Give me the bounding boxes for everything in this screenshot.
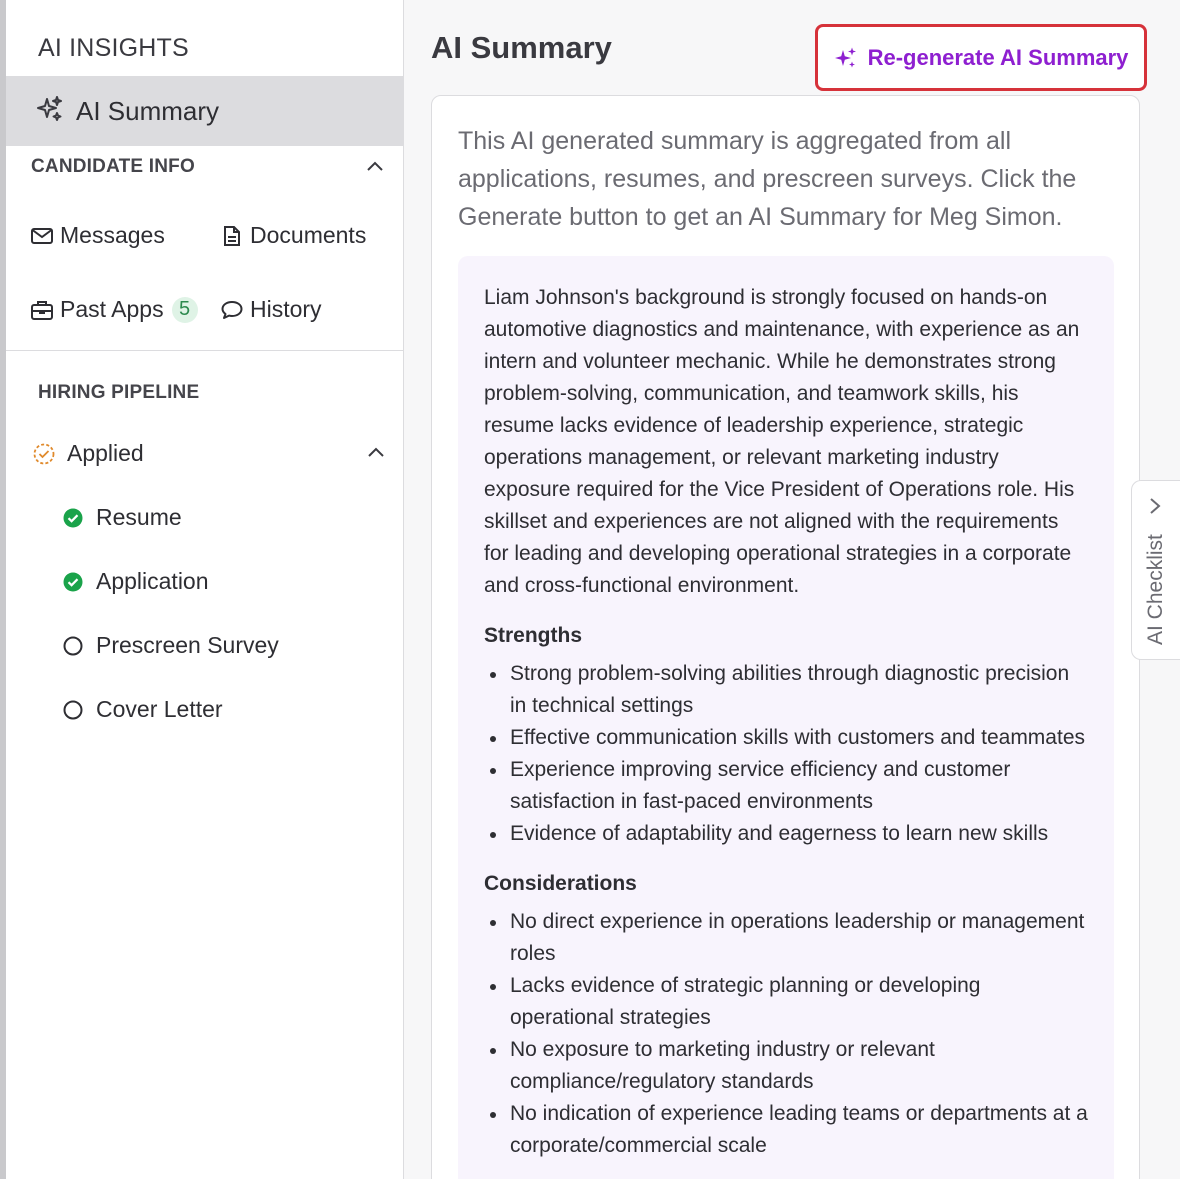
documents-label: Documents [250,222,367,248]
sidebar-item-ai-summary[interactable] [6,76,404,146]
past-apps-label: Past Apps [60,296,164,322]
sidebar-divider [6,350,404,351]
empty-circle-icon [62,699,84,721]
list-item: Lacks evidence of strategic planning or developing operational strategies [484,970,1088,1034]
pipeline-stage-label: Applied [67,440,144,466]
pipeline-step-prescreen-survey[interactable] [62,632,279,659]
strengths-list [484,658,1088,850]
past-apps-count-badge: 5 [172,297,198,323]
list-item: No indication of experience leading teams or departments at a corporate/commercial scale [484,1098,1088,1162]
list-item: Experience improving service efficiency and customer satisfaction in fast-paced environments [484,754,1088,818]
sidebar-item-label: AI Summary [76,95,220,126]
list-item: No direct experience in operations leadership or management roles [484,906,1088,970]
considerations-list [484,906,1088,1162]
list-item: No exposure to marketing industry or relevant compliance/regulatory standards [484,1034,1088,1098]
hiring-pipeline-heading: HIRING PIPELINE [38,382,200,403]
pipeline-step-label: Cover Letter [96,696,223,722]
strengths-heading: Strengths [484,624,583,647]
history-label: History [250,296,322,322]
pending-check-icon [33,443,55,465]
documents-link[interactable] [220,222,366,249]
briefcase-icon [30,298,54,322]
check-circle-icon [62,507,84,529]
history-link[interactable] [220,296,322,323]
regenerate-ai-summary-button[interactable] [815,24,1147,91]
empty-circle-icon [62,635,84,657]
sparkle-icon [36,95,64,128]
pipeline-step-resume[interactable] [62,504,182,531]
summary-card [431,95,1140,1179]
sidebar-title: AI INSIGHTS [38,34,189,62]
pipeline-stage-applied[interactable] [33,440,144,467]
speech-bubble-icon [220,298,244,322]
pipeline-step-application[interactable] [62,568,209,595]
messages-label: Messages [60,222,165,248]
considerations-heading: Considerations [484,872,637,895]
chevron-right-icon [1148,497,1162,520]
candidate-info-heading: CANDIDATE INFO [31,156,195,177]
list-item: Evidence of adaptability and eagerness to learn new skills [484,818,1088,850]
pipeline-step-cover-letter[interactable] [62,696,223,723]
ai-checklist-tab[interactable] [1131,480,1180,660]
page-title: AI Summary [431,30,612,65]
summary-paragraph: Liam Johnson's background is strongly focused on hands-on automotive diagnostics and maintenance, with experience as an intern and volunteer mechanic. While he demonstrates strong problem-solving, communication, and teamwork skills, his resume lacks evidence of leadership experience, strategic operations management, or relevant marketing industry exposure required for the Vice President of Operations role. His skillset and experiences are not aligned with the requirements for leading and developing operational strategies in a corporate and cross-functional environment. [484,286,1080,597]
ai-checklist-label: AI Checklist [1144,534,1167,645]
chevron-up-icon[interactable] [367,446,385,458]
ai-summary-content [458,256,1114,1179]
pipeline-step-label: Resume [96,504,182,530]
list-item: Strong problem-solving abilities through diagnostic precision in technical settings [484,658,1088,722]
regenerate-label: Re-generate AI Summary [867,44,1129,70]
sparkle-icon [834,46,858,70]
check-circle-icon [62,571,84,593]
document-icon [220,224,244,248]
summary-intro: This AI generated summary is aggregated from all applications, resumes, and prescreen surveys. Click the Generate button to get an AI Summary for Meg Simon. [458,127,1077,231]
envelope-icon [30,224,54,248]
chevron-up-icon[interactable] [366,160,384,172]
past-apps-link[interactable] [30,296,198,323]
messages-link[interactable] [30,222,165,249]
sidebar [6,0,404,1179]
pipeline-step-label: Prescreen Survey [96,632,279,658]
pipeline-step-label: Application [96,568,209,594]
list-item: Effective communication skills with customers and teammates [484,722,1088,754]
